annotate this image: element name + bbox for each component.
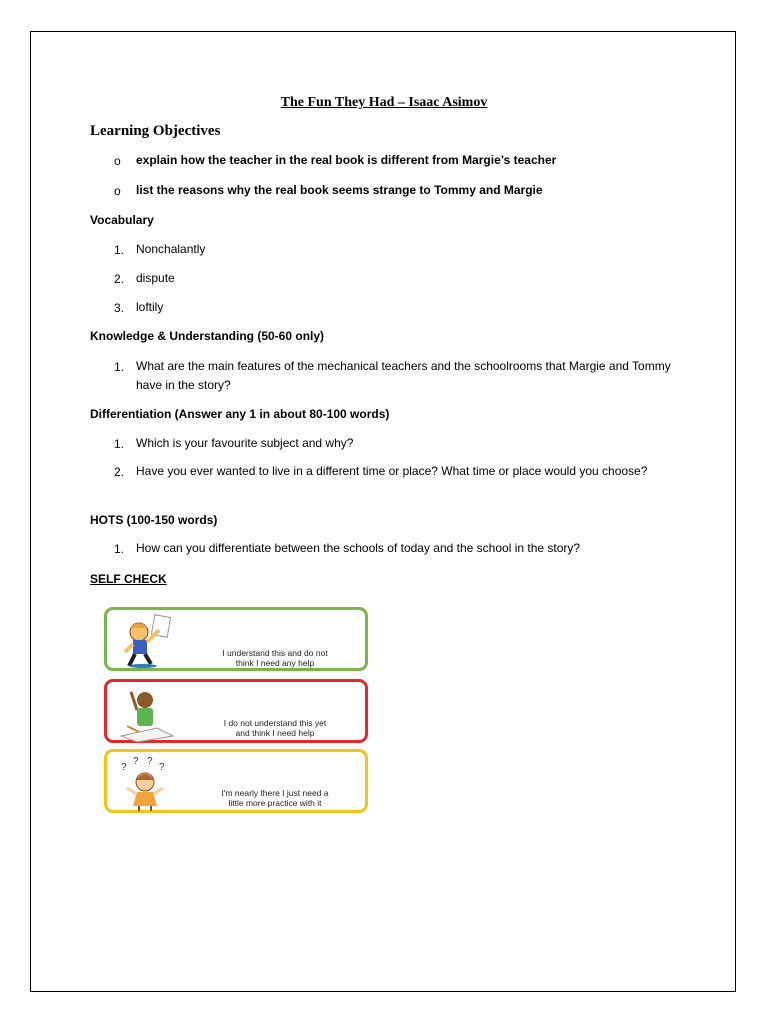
list-number: 1.	[114, 542, 125, 556]
hots-question: How can you differentiate between the schools of today and the school in the story?	[136, 541, 581, 555]
question-marks-girl-icon	[117, 756, 177, 812]
self-check-card-need-help	[104, 679, 368, 743]
list-number: 3.	[114, 301, 125, 315]
bullet-marker: o	[114, 154, 121, 168]
list-number: 2.	[114, 272, 125, 286]
card-text-line: think I need any help	[235, 658, 315, 668]
bullet-marker: o	[114, 184, 121, 198]
card-text-line: I do not understand this yet	[223, 718, 327, 728]
differentiation-heading: Differentiation (Answer any 1 in about 80-100 words)	[90, 407, 390, 421]
hots-heading: HOTS (100-150 words)	[90, 513, 218, 527]
knowledge-question: What are the main features of the mechanical teachers and the schoolrooms that Margie and Tommy have in the story?	[136, 359, 671, 392]
happy-student-icon	[117, 614, 177, 670]
card-text-line: I understand this and do not	[222, 648, 328, 658]
differentiation-question: Which is your favourite subject and why?	[136, 436, 354, 450]
vocabulary-heading: Vocabulary	[90, 213, 154, 227]
card-text-line: I'm nearly there I just need a	[221, 788, 329, 798]
card-text-line: little more practice with it	[228, 798, 322, 808]
learning-objectives-heading: Learning Objectives	[90, 123, 221, 139]
objective-item: list the reasons why the real book seems strange to Tommy and Margie	[136, 183, 543, 197]
list-number: 2.	[114, 465, 125, 479]
card-text-line: and think I need help	[235, 728, 315, 738]
svg-text:?: ?	[159, 762, 165, 773]
vocabulary-item: loftily	[136, 300, 164, 314]
vocabulary-item: Nonchalantly	[136, 242, 206, 256]
self-check-card-nearly-there	[104, 749, 368, 813]
vocabulary-item: dispute	[136, 271, 175, 285]
differentiation-question: Have you ever wanted to live in a different time or place? What time or place would you choose?	[136, 464, 648, 478]
self-check-heading: SELF CHECK	[90, 572, 167, 586]
hand-raised-student-icon	[117, 686, 177, 742]
page-border	[30, 31, 736, 992]
svg-text:?: ?	[121, 762, 127, 773]
objective-item: explain how the teacher in the real book is different from Margie’s teacher	[136, 153, 557, 167]
list-number: 1.	[114, 437, 125, 451]
knowledge-heading: Knowledge & Understanding (50-60 only)	[90, 329, 325, 343]
self-check-card-understand	[104, 607, 368, 671]
document-title: The Fun They Had – Isaac Asimov	[280, 95, 488, 110]
svg-text:?: ?	[147, 756, 153, 767]
list-number: 1.	[114, 360, 125, 374]
svg-text:?: ?	[133, 756, 139, 767]
list-number: 1.	[114, 243, 125, 257]
